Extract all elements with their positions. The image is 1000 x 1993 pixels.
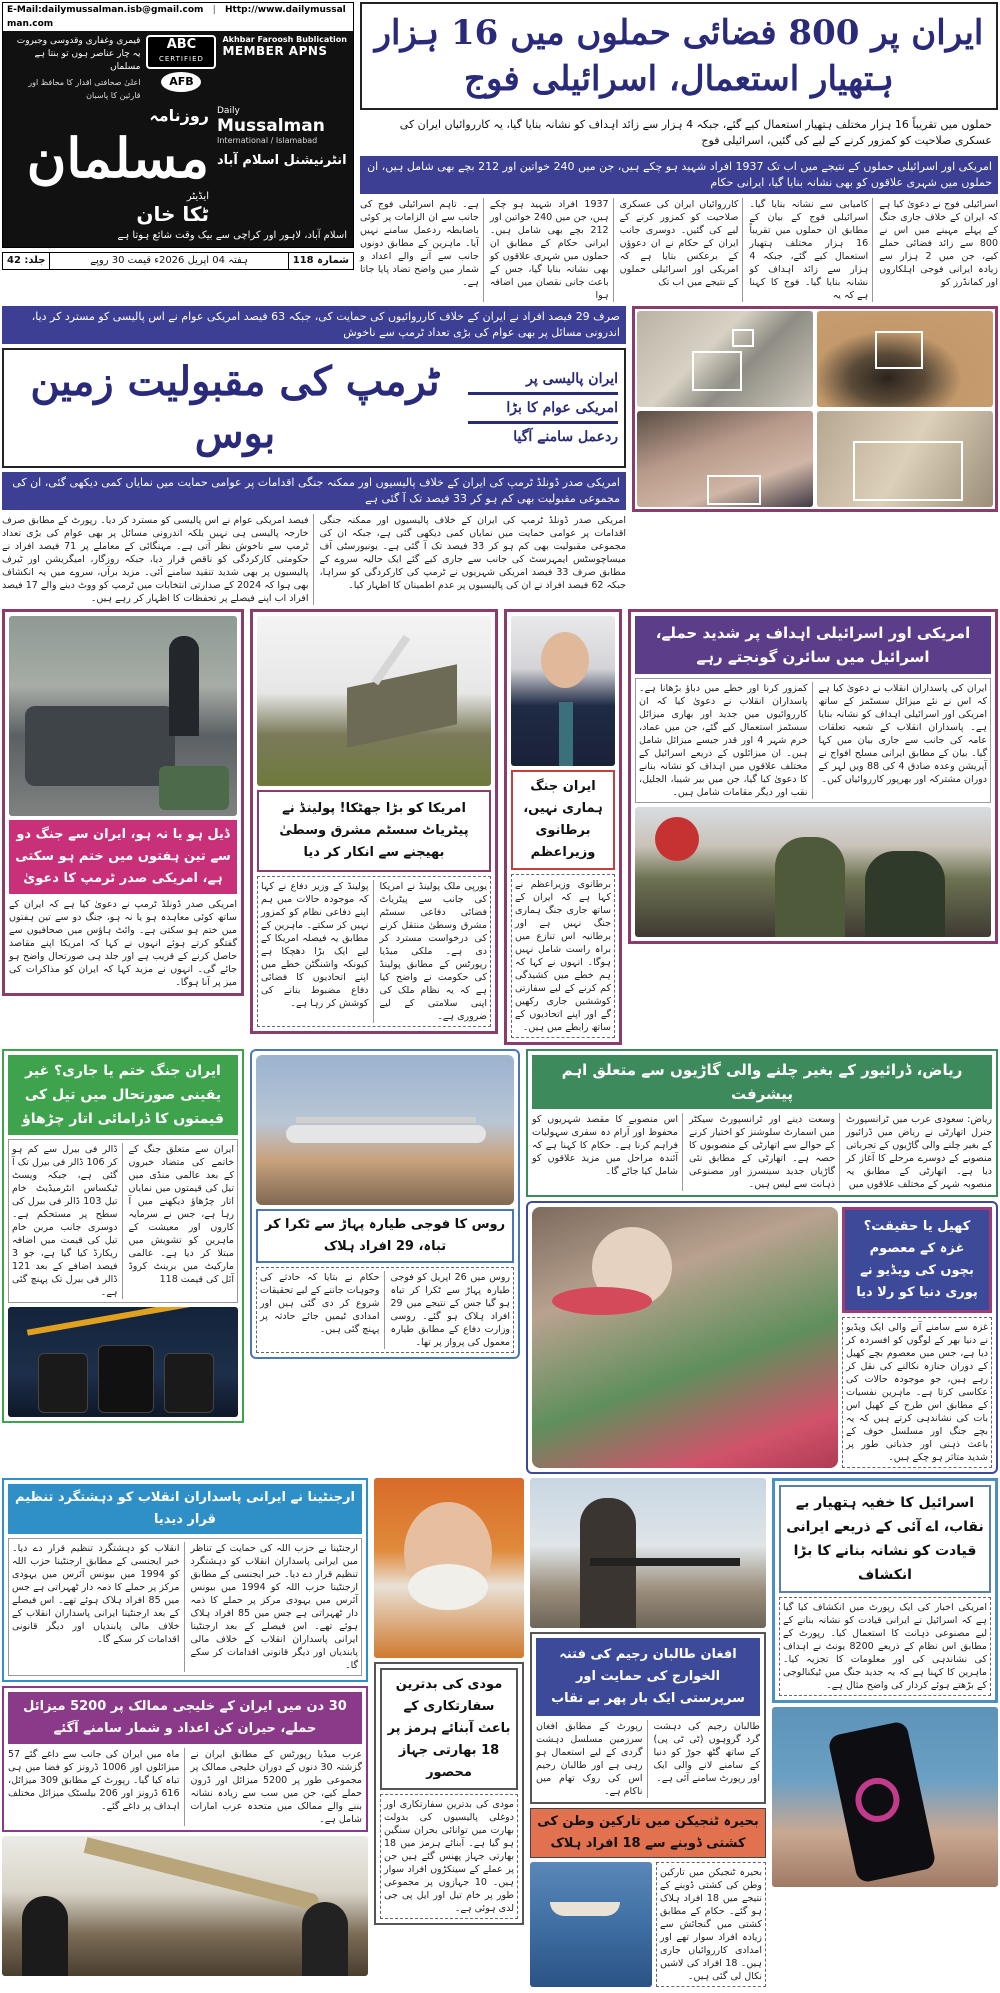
modi-photo[interactable] (374, 1478, 524, 1658)
bin-shape (159, 766, 229, 810)
riyadh-column: اس منصوبے کا مقصد شہریوں کو محفوظ اور آرام دہ سفری سہولیات فراہم کرنا ہے۔ حکام کا کہنا ہے کہ آئندہ مراحل میں مزید علاقوں کو شامل کیا جائے گا۔ (532, 1113, 683, 1191)
afghan-story (530, 1632, 766, 1804)
wing-shape (296, 1117, 476, 1123)
poland-column: یورپی ملک پولینڈ نے امریکا کی جانب سے پیٹریاٹ فضائی دفاعی سسٹم مشرق وسطیٰ منتقل کرنے کی درخواست مسترد کر دی ہے۔ ملکی میڈیا رپورٹس کے مطابق پولینڈ کی حکومت نے واضح کیا ہے کہ یہ نظام ملک کی اپنی سلامتی کے لیے ضروری ہے۔ (379, 881, 487, 1022)
trump-deal-story (2, 609, 244, 996)
masthead-email[interactable]: E-Mail:dailymussalman.isb@gmail.com (7, 5, 204, 15)
riyadh-column: وسعت دینے اور ٹرانسپورٹ سیکٹر میں اسمارٹ سلوشنز کو اختیار کرنے کے حوالے سے اتھارٹی کے منصوبوں کا حصہ ہے۔ اتھارٹی کے مطابق نئی گاڑیاں جدید سینسرز اور مصنوعی ذہانت سے لیس ہیں۔ (689, 1113, 840, 1191)
english-sub: International / Islamabad (217, 136, 318, 145)
russia-column: روس میں 26 اپریل کو فوجی طیارہ پہاڑ سے ٹکرا کر تباہ ہو گیا جس کے نتیجے میں 29 افراد ہلاک ہو گئے۔ روسی وزارت دفاع کے مطابق طیارہ معمول کی پرواز پر تھا۔ (390, 1272, 511, 1348)
oil-body (8, 1139, 238, 1303)
face-shape (541, 632, 589, 688)
fourth-row (2, 1049, 998, 1474)
afghan-lake-column (530, 1478, 766, 1987)
argentina-headline[interactable]: ارجنٹینا نے ایرانی پاسداران انقلاب کو دہشتگرد تنظیم قرار دیدیا (8, 1484, 362, 1534)
abc-label: ABC (166, 37, 197, 52)
modi-headline[interactable]: مودی کی بدترین سفارتکاری کے باعث آبنائے ہرمز پر 18 بھارتی جہاز محصور (380, 1668, 518, 1790)
satellite-photo[interactable] (637, 411, 813, 507)
sirens-column: ایران کی پاسداران انقلاب نے دعویٰ کیا ہے کہ اس نے نئے میزائل سسٹمز کے ساتھ امریکی اور اسرائیلی اہداف کو نشانہ بنایا ہے۔ پاسداران انقلاب کے شعبہ تعلقات عامہ کی جانب سے جاری بیان میں کہا گیا۔ بیان کے مطابق ایرانی مسلح افواج نے آپریشن وعدہ صادق 4 کی 88 ویں لہر کے دوران مشترکہ اور بھرپور کارروائیاں کیں۔ (818, 683, 987, 785)
lake-story (530, 1808, 766, 1987)
stop-sign-shape (655, 817, 699, 861)
trump-side-line: ردعمل سامنے آگیا (513, 429, 618, 445)
target-marker (692, 351, 742, 391)
lead-strap-2: امریکی اور اسرائیلی حملوں کے نتیجے میں اب تک 1937 افراد شہید ہو چکے ہیں، جن میں 240 خواتین اور 212 بچے بھی شامل ہیں، ان حملوں میں شہری علاقوں کو بھی نشانہ بنایا گیا، ایرانی حکام (360, 156, 998, 194)
pillow-shape (552, 1287, 652, 1315)
sirens-headline[interactable]: امریکی اور اسرائیلی اہداف پر شدید حملے، اسرائیل میں سائرن گونجتے رہے (635, 616, 991, 674)
issue-info-row (2, 252, 354, 270)
masthead-column (2, 2, 354, 270)
argentina-story (2, 1478, 368, 1682)
lead-column: 1937 افراد شہید ہو چکے ہیں، جن میں 240 خواتین اور 212 بچے بھی شامل ہیں۔ ایرانی حکام کے مطابق ان حملوں میں شہری علاقوں کو بھی نشانہ بنایا گیا، جس کے باعث جانی نقصان میں اضافہ ہوا (490, 198, 614, 302)
cities-line: اسلام آباد، لاہور اور کراچی سے بیک وقت شائع ہوتا ہے (117, 230, 347, 241)
oil-headline[interactable]: ایران جنگ ختم یا جاری؟ غیر یقینی صورتحال میں تیل کی قیمتوں کا ڈرامائی اتار چڑھاؤ (8, 1055, 238, 1135)
ai-logo-shape (851, 1774, 903, 1826)
boat-photo[interactable] (530, 1862, 652, 1987)
third-row (2, 609, 998, 1045)
gaza-headline[interactable]: کھیل یا حقیقت؟ غزہ کے معصوم بچوں کی ویڈیو نے پوری دنیا کو رلا دیا (842, 1207, 992, 1313)
barrel-shape (98, 1345, 154, 1413)
masthead-website[interactable]: Http://www.dailymussalman.com (7, 5, 346, 29)
masthead-publication (222, 35, 347, 58)
oil-barrels-photo[interactable] (8, 1307, 238, 1417)
trump-deal-headline[interactable]: ڈیل ہو یا نہ ہو، ایران سے جنگ دو سے تین ہفتوں میں ختم ہو سکتی ہے، امریکی صدر ٹرمپ کا دعویٰ (9, 820, 237, 894)
rifle-shape (590, 1558, 740, 1566)
rescue-workers-photo[interactable] (635, 807, 991, 937)
afb-badge: AFB (161, 72, 201, 92)
poland-story (250, 609, 498, 1034)
lead-strap-1: حملوں میں تقریباً 16 ہزار مختلف ہتھیار استعمال کیے گئے، جبکہ 4 ہزار سے زائد اہداف کو نشانہ بنایا گیا، یہ کارروائیاں ایران کی عسکری صلاحیت کو کمزور کرنے کے لیے کی گئیں، اسرائیلی فوج (360, 114, 998, 152)
trump-headline[interactable]: ٹرمپ کی مقبولیت زمین بوس (30, 358, 440, 457)
uk-headline[interactable]: ایران جنگ ہماری نہیں، برطانوی وزیراعظم (511, 770, 615, 870)
fifth-row (2, 1478, 998, 1987)
target-marker (875, 331, 923, 369)
oil-column: ڈالر فی بیرل سے کم ہو کر 106 ڈالر فی بیرل تک آ گئی ہے، جبکہ ویسٹ ٹیکساس انٹرمیڈیٹ خام تیل 103 ڈالر فی بیرل کی سطح پر مستحکم ہے۔ دوسری جانب مربن خام تیل کی قیمت میں اضافہ ریکارڈ کیا گیا ہے، جو 3 فیصد اضافے کے بعد 121 ڈالر فی بیرل تک پہنچ گئی ہے۔ (12, 1143, 123, 1299)
afghan-headline[interactable]: افغان طالبان رجیم کی فتنہ الخوارج کی حمایت اور سرپرستی ایک بار پھر بے نقاب (536, 1638, 760, 1716)
lead-body (360, 198, 998, 302)
masthead-contact-bar (3, 3, 353, 31)
member-line: MEMBER APNS (222, 44, 328, 58)
daily-label: Daily (217, 106, 240, 116)
afghan-column: رپورٹ کے مطابق افغان سرزمین مسلسل دہشت گردی کے لیے استعمال ہو رہی ہے اور طالبان رجیم اس کی روک تھام میں ناکام ہے۔ (536, 1720, 648, 1798)
afghan-body (536, 1720, 760, 1798)
launcher-shape (347, 664, 457, 747)
lead-headline-box (360, 2, 998, 110)
ai-column (772, 1478, 998, 1887)
trump-column: امریکی صدر ڈونلڈ ٹرمپ کی ایران کے خلاف پالیسیوں اور ممکنہ جنگی اقدامات پر عوامی حمایت میں نمایاں کمی دیکھی گئی ہے، جبکہ ان کی مجموعی مقبولیت بھی کم ہو کر 33 فیصد تک آ گئی ہے۔ یونیورسٹی آف میساچوسٹس ایمہرسٹ کی جانب سے جاری کیے گئے ایک حالیہ سروے کے مطابق صرف 33 فیصد امریکی شہریوں نے ٹرمپ کی کارکردگی کو سراہا، جبکہ 62 فیصد افراد نے ان کی پالیسیوں پر عدم اطمینان کا اظہار کیا۔ (319, 515, 627, 591)
poland-column: پولینڈ کے وزیر دفاع نے کہا کہ موجودہ حالات میں ہم اپنے دفاعی نظام کو کمزور نہیں کر سکتے۔ ماہرین کے مطابق یہ فیصلہ امریکا کے لیے ایک بڑا دھچکا ہے کیونکہ واشنگٹن خطے میں اپنے اتحادیوں کا فضائی دفاع مضبوط بنانے کی کوشش کر رہا ہے۔ (261, 880, 374, 1023)
masthead-main (3, 106, 353, 226)
trump-deal-body: امریکی صدر ڈونلڈ ٹرمپ نے دعویٰ کیا ہے کہ ایران کے ساتھ کوئی معاہدہ ہو یا نہ ہو، جنگ دو سے تین ہفتوں میں ختم ہو سکتی ہے۔ وائٹ ہاؤس میں صحافیوں سے گفتگو کرتے ہوئے انہوں نے کہا کہ امریکا اپنے مقاصد حاصل کرنے کے قریب ہے اور جلد ہی صورتحال واضح ہو جائے گی۔ انہوں نے مزید کہا کہ ایران کو مذاکرات کی میز پر آنا ہوگا۔ (9, 899, 237, 988)
riyadh-headline[interactable]: ریاض، ڈرائیور کے بغیر چلنے والی گاڑیوں سے متعلق اہم پیشرفت (532, 1055, 992, 1109)
masthead-english-block (217, 106, 347, 168)
argentina-body (8, 1538, 362, 1676)
trump-side-line: امریکی عوام کا بڑا (468, 395, 618, 424)
military-plane-photo[interactable] (256, 1055, 514, 1205)
lake-body: بحیرہ ٹنجیکن میں تارکین وطن کی کشتی ڈوبنے کے نتیجے میں 18 افراد ہلاک ہو گئے۔ حکام کے مطابق کشتی میں گنجائش سے زیادہ افراد سوار تھے اور امدادی کارروائیاں جاری ہیں۔ 18 افراد کی لاشیں نکال لی گئی ہیں۔ (656, 1862, 766, 1987)
masthead (2, 2, 354, 248)
second-row (2, 306, 998, 605)
riyadh-body (532, 1113, 992, 1191)
barrel-shape (164, 1353, 214, 1413)
abc-sub: CERTIFIED (158, 55, 204, 63)
masthead-top (3, 31, 353, 106)
publication-line: Akhbar Faroosh Bublication (222, 35, 347, 44)
tie-shape (559, 702, 573, 766)
trump-headline-box (2, 348, 626, 468)
lead-column: ہے۔ تاہم اسرائیلی فوج کی جانب سے ان الزامات پر کوئی باضابطہ ردعمل سامنے نہیں آیا۔ ماہرین کے مطابق دونوں جانب سے آنے والے اعداد و شمار میں واضح تضاد پایا جاتا ہے۔ (360, 198, 484, 302)
riyadh-column: ریاض: سعودی عرب میں ٹرانسپورٹ جنرل اتھارٹی نے ریاض میں ڈرائیور کے بغیر چلنے والی گاڑیوں کے تجرباتی منصوبے کے دوسرے مرحلے کا آغاز کر دیا ہے۔ اتھارٹی کے مطابق یہ منصوبہ شہر کے مختلف علاقوں میں (846, 1114, 992, 1190)
oil-story (2, 1049, 244, 1423)
lead-column: کامیابی سے نشانہ بنایا گیا۔ اسرائیلی فوج کے بیان کے مطابق ان حملوں میں تقریباً 16 ہزار مختلف ہتھیار استعمال کیے گئے، جبکہ 4 ہزار سے زائد اہداف کو نشانہ بنایا گیا۔ فوج کا کہنا ہے کہ یہ (749, 198, 873, 302)
afghan-column: طالبان رجیم کی دہشت گرد گروہوں (ٹی ٹی پی) کے ساتھ گٹھ جوڑ کو دنیا کے سامنے لانے والی ایک اور رپورٹ سامنے آئی ہے۔ (653, 1721, 760, 1784)
issue-number: شمارہ 118 (288, 253, 353, 269)
gaza-body: غزہ سے سامنے آنے والی ایک ویڈیو نے دنیا بھر کے لوگوں کو افسردہ کر دیا ہے، جس میں معصوم بچے کھیل کے دوران جنازہ نکالنے کی نقل کر رہے ہیں، جو موجودہ حالات کی عکاسی کرتا ہے۔ ماہرین نفسیات کے مطابق اس طرح کے کھیل اس بات کی نشاندہی کرتے ہیں کہ یہ بچے جنگ اور مسلسل خوف کے باعث ذہنی اور جذباتی طور پر شدید متاثر ہو چکے ہیں۔ (842, 1317, 992, 1468)
satellite-photo[interactable] (817, 311, 993, 407)
lake-content (530, 1862, 766, 1987)
satellite-photo[interactable] (817, 411, 993, 507)
argentina-column: انقلاب کو دہشتگرد تنظیم قرار دے دیا۔ خبر ایجنسی کے مطابق ارجنٹینا حزب اللہ کو 1994 میں بیونس آئرس میں یہودی مرکز پر حملے کا ذمہ دار ٹھہراتی ہے جس میں 85 افراد ہلاک ہوئے تھے۔ اس فیصلے کے بعد ارجنٹینا ایرانی پاسداران انقلاب کے خلاف مالی پابندیاں اور دیگر قانونی اقدامات کر سکے گا۔ (12, 1542, 185, 1672)
car-shape (25, 706, 175, 786)
editor-label: ایڈیٹر (186, 191, 209, 202)
russia-headline[interactable]: روس کا فوجی طیارہ پہاڑ سے ٹکرا کر تباہ، 29 افراد ہلاک (256, 1209, 514, 1263)
gulf-story (2, 1686, 368, 1832)
trump-body (2, 514, 626, 605)
boat-shape (550, 1902, 620, 1916)
gaza-story (526, 1201, 998, 1474)
lake-headline[interactable]: بحیرہ ٹنجیکن میں تارکین وطن کی کشتی ڈوبنے سے 18 افراد ہلاک (530, 1808, 766, 1858)
editor-name: ٹکا خان (136, 202, 209, 226)
edition-label: انٹرنیشنل اسلام آباد (217, 153, 347, 168)
satellite-photo-grid (632, 306, 998, 512)
soldier-figure (865, 851, 945, 937)
gaza-text (842, 1207, 992, 1468)
sirens-column: کمزور کرنا اور خطے میں دباؤ بڑھانا ہے۔ پاسداران انقلاب نے دعویٰ کیا کہ ان کارروائیوں میں جدید اور بھاری میزائل سسٹمز استعمال کیے گئے، جن میں عماد، خرم شہر 4 اور قدر جیسے میزائل شامل ہیں۔ ان میزائلوں کے ذریعے اسرائیل کے مختلف علاقوں میں اہداف کو نشانہ بنانے کا دعویٰ کیا گیا، جن میں بیر شیبا، الجلیل، نقب اور دیگر مقامات شامل ہیں۔ (639, 682, 813, 799)
roznama-label: روزنامہ (149, 106, 209, 125)
masthead-tagline-1: قیمری وغفاری وقدوسی وجبروت یہ چار عناصر ہوں تو بنتا ہے مسلماں (16, 36, 141, 72)
argentina-column: ارجنٹینا نے حزب اللہ کی حمایت کے تناظر میں ایرانی پاسداران انقلاب کو دہشتگرد تنظیم قرار دے دیا۔ خبر ایجنسی کے مطابق ارجنٹینا حزب اللہ کو 1994 میں بیونس آئرس میں یہودی مرکز پر حملے کا ذمہ دار ٹھہراتی ہے جس میں 85 افراد ہلاک ہوئے تھے۔ اس فیصلے کے بعد ارجنٹینا ایرانی پاسداران انقلاب کے خلاف مالی پابندیاں اور دیگر قانونی اقدامات کر سکے گا۔ (190, 1543, 358, 1671)
poland-headline[interactable]: امریکا کو بڑا جھٹکا! پولینڈ نے پیٹریاٹ سسٹم مشرق وسطیٰ بھیجنے سے انکار کر دیا (257, 790, 491, 872)
target-marker (732, 329, 754, 347)
person-shape (302, 1902, 348, 1976)
gunman-photo[interactable] (530, 1478, 766, 1628)
divider: | (212, 5, 216, 15)
date-price: ہفتہ 04 اپریل 2026ء قیمت 30 روپے (49, 253, 287, 269)
masthead-urdu-block (9, 106, 209, 226)
lead-column: اسرائیلی فوج نے دعویٰ کیا ہے کہ ایران کے خلاف جاری جنگ کے پہلے مہینے میں اس نے 800 سے زائد فضائی حملے کیے، جن میں 2 ہزار سے زیادہ ایرانی فوجی اہلکاروں اور کمانڈرز کو (879, 199, 998, 288)
english-name: Mussalman (217, 116, 325, 136)
trump-strap-top: صرف 29 فیصد افراد نے ایران کے خلاف کارروائیوں کی حمایت کی، جبکہ 63 فیصد امریکی عوام نے اس پالیسی کو مسترد کر دیا، اندرونی مسائل پر بھی عوام کی بڑی تعداد ٹرمپ سے ناخوش (2, 306, 626, 344)
masthead-taglines (9, 35, 140, 102)
lead-headline[interactable]: ایران پر 800 فضائی حملوں میں 16 ہزار ہتھیار استعمال، اسرائیلی فوج (374, 13, 984, 99)
satellite-photo[interactable] (637, 311, 813, 407)
ai-weapon-story (772, 1478, 998, 1703)
sirens-story (628, 609, 998, 944)
argentina-gulf-column (2, 1478, 368, 1976)
trump-strap-bottom: امریکی صدر ڈونلڈ ٹرمپ کی ایران کے خلاف پالیسیوں اور ممکنہ جنگی اقدامات پر عوامی حمایت میں نمایاں کمی دیکھی گئی، ان کی مجموعی مقبولیت بھی کم ہو کر 33 فیصد تک آ گئی ہے (2, 472, 626, 510)
soldier-figure (775, 837, 845, 937)
uk-body: برطانوی وزیراعظم نے کہا ہے کہ ایران کے ساتھ جاری جنگ ہماری جنگ نہیں ہے اور برطانیہ اس تنازع میں براہ راست شامل نہیں ہوگا۔ انہوں نے کہا کہ ہم خطے میں کشیدگی کم کرنے کے لیے سفارتی کوششیں جاری رکھیں گے اور اپنے اتحادیوں کے ساتھ رابطے میں ہیں۔ (511, 874, 615, 1038)
ai-phone-photo[interactable] (772, 1707, 998, 1887)
gulf-headline[interactable]: 30 دن میں ایران کے خلیجی ممالک پر 5200 میزائل حملے، حیران کن اعداد و شمار سامنے آگئے (8, 1692, 362, 1744)
trump-side-line: ایران پالیسی پر (468, 366, 618, 395)
newspaper-logo: مسلمان (26, 126, 209, 190)
barrel-shape (38, 1353, 88, 1413)
riyadh-story (526, 1049, 998, 1197)
modi-body: مودی کی بدترین سفارتکاری اور دوغلی پالیسیوں کی بدولت بھارت میں توانائی بحران سنگین ہو گیا ہے۔ آبنائے ہرمز میں 18 بھارتی جہاز پھنس گئے ہیں جن پر عملے کے سینکڑوں افراد سوار ہیں۔ 10 جہازوں پر مجموعی طور پر خام تیل اور ایل پی جی لدی ہوئی ہے۔ (380, 1794, 518, 1919)
missile-shape (84, 1837, 321, 1911)
trump-story (2, 306, 626, 605)
fuselage-shape (286, 1125, 486, 1143)
target-marker (707, 475, 761, 505)
gaza-children-photo[interactable] (532, 1207, 838, 1468)
missile-parade-photo[interactable] (2, 1836, 368, 1976)
lead-column: کارروائیاں ایران کی عسکری صلاحیت کو کمزور کرنے کے لیے کی گئیں۔ دوسری جانب ایران کے حکام نے ان دعوؤں کے برعکس بتایا ہے کہ امریکی اور اسرائیلی حملوں کے نتیجے میں اب تک (620, 198, 744, 302)
trump-column: فیصد امریکی عوام نے اس پالیسی کو مسترد کر دیا۔ رپورٹ کے مطابق صرف خارجہ پالیسی ہی نہیں بلکہ اندرونی مسائل پر بھی عوام کی بڑی تعداد ٹرمپ سے ناخوش نظر آتی ہے۔ مہنگائی کے معاملے پر 71 فیصد افراد نے حکومتی کارکردگی کو ناقص قرار دیا، جبکہ روزگار، امیگریشن اور ٹیرف پالیسیوں پر بھی شدید تنقید سامنے آئی۔ مزید برآں، سروے میں یہ انکشاف بھی ہوا کہ 2024 کے صدارتی انتخابات میں ٹرمپ کو ووٹ دینے والے 17 فیصد افراد اب اپنے فیصلے پر تحفظات کا اظہار کر رہے ہیں۔ (2, 514, 314, 605)
modi-column (374, 1478, 524, 1925)
gulf-column: عرب میڈیا رپورٹس کے مطابق ایران نے گزشتہ 30 دنوں کے دوران خلیجی ممالک پر مجموعی طور پر 5200 میزائل اور ڈرون حملے کیے، جن میں سب سے زیادہ نشانہ بننے والے ممالک میں متحدہ عرب امارات شامل ہے۔ (190, 1749, 362, 1825)
uk-story (504, 609, 622, 1045)
beard-shape (408, 1564, 488, 1610)
masthead-badges (146, 35, 216, 92)
ai-weapon-body: امریکی اخبار کی ایک رپورٹ میں انکشاف کیا گیا ہے کہ اسرائیل نے ایرانی قیادت کو نشانہ بنانے کے لیے مصنوعی ذہانت کا استعمال کیا۔ رپورٹ کے مطابق اس نظام کے ذریعے 8200 یونٹ نے اہداف کی نشاندہی کی اور معلومات کا تجزیہ کیا۔ ماہرین کا کہنا ہے کہ یہ جدید جنگ میں ٹیکنالوجی کے بڑھتے ہوئے کردار کی واضح مثال ہے۔ (779, 1597, 991, 1696)
lead-story (360, 2, 998, 302)
masthead-tagline-2: اعلیٰ صحافتی اقدار کا محافظ اور قارئین کا پاسبان (28, 78, 141, 100)
uk-pm-photo[interactable] (511, 616, 615, 766)
oil-column: ایران سے متعلق جنگ کے خاتمے کی متضاد خبروں کے بعد عالمی منڈی میں تیل کی قیمتوں میں نمایاں اتار چڑھاؤ دیکھنے میں آ رہا ہے، جس نے سرمایہ کاروں اور معیشت کے ماہرین کو تشویش میں مبتلا کر دیا ہے۔ عالمی مارکیٹ میں برینٹ کروڈ آئل کی قیمت 118 (128, 1144, 234, 1285)
trump-side-kicker (468, 366, 618, 450)
gaza-riyadh-column (526, 1049, 998, 1474)
russia-story (250, 1049, 520, 1359)
top-row (2, 2, 998, 302)
poland-body (257, 876, 491, 1027)
russia-body (256, 1267, 514, 1353)
gulf-body (8, 1748, 362, 1826)
russia-column: حکام نے بتایا کہ حادثے کی وجوہات جاننے کے لیے تحقیقات شروع کر دی گئی ہیں اور امدادی ٹیمیں جائے حادثہ پر پہنچ گئی ہیں۔ (260, 1271, 385, 1349)
gulf-column: ماہ میں ایران کی جانب سے داغے گئے 57 میزائلوں اور 1006 ڈرونز کو فضا میں ہی تباہ کیا گیا۔ رپورٹ کے مطابق 309 میزائل، 616 ڈرونز اور 206 بیلسٹک میزائل مختلف اہداف پر داغے گئے۔ (8, 1748, 185, 1826)
person-shape (22, 1896, 68, 1976)
patriot-system-photo[interactable] (257, 616, 491, 786)
ai-weapon-headline[interactable]: اسرائیل کا خفیہ ہتھیار بے نقاب، اے آئی کے ذریعے ایرانی قیادت کو نشانہ بنانے کا بڑا انکشاف (779, 1485, 991, 1593)
person-shape (169, 636, 199, 736)
abc-certified-badge (146, 35, 216, 69)
damaged-car-photo[interactable] (9, 616, 237, 816)
modi-story (374, 1662, 524, 1925)
volume-number: جلد: 42 (7, 255, 46, 266)
sirens-body (635, 678, 991, 803)
phone-shape (827, 1720, 936, 1883)
target-marker (853, 441, 963, 501)
